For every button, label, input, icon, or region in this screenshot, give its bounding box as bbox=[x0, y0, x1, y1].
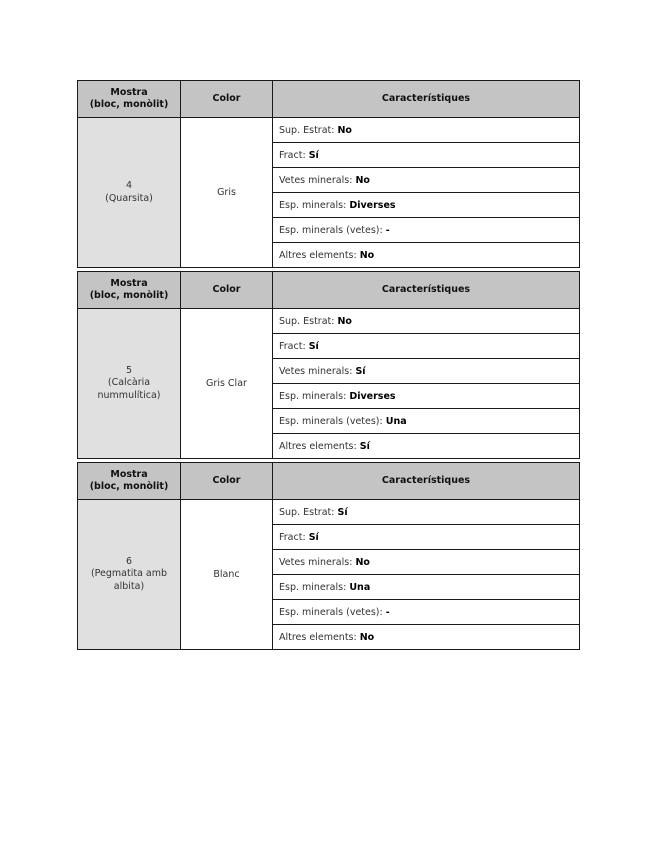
feature-label: Fract: bbox=[279, 531, 306, 543]
feature-value: Sí bbox=[308, 531, 319, 543]
feature-value: No bbox=[337, 315, 352, 327]
feature-cell bbox=[273, 550, 580, 575]
feature-label: Vetes minerals: bbox=[279, 556, 353, 568]
feature-value: No bbox=[359, 631, 375, 643]
header-features: Característiques bbox=[273, 463, 580, 500]
sample-cell bbox=[78, 309, 181, 459]
header-color: Color bbox=[181, 81, 273, 118]
color-cell: Gris Clar bbox=[181, 309, 273, 459]
sample-number: 5 bbox=[125, 364, 133, 376]
feature-label: Esp. minerals: bbox=[279, 390, 347, 402]
feature-cell bbox=[273, 334, 580, 359]
feature-label: Esp. minerals (vetes): bbox=[279, 224, 383, 236]
header-sample: Mostra (bloc, monòlit) bbox=[78, 463, 181, 500]
feature-cell bbox=[273, 309, 580, 334]
feature-label: Sup. Estrat: bbox=[279, 315, 335, 327]
feature-label: Esp. minerals (vetes): bbox=[279, 415, 383, 427]
feature-value: No bbox=[359, 249, 375, 261]
sample-table bbox=[77, 271, 580, 459]
feature-value: Sí bbox=[308, 149, 319, 161]
feature-cell bbox=[273, 218, 580, 243]
sample-cell bbox=[78, 118, 181, 268]
sample-table bbox=[77, 80, 580, 268]
header-features: Característiques bbox=[273, 272, 580, 309]
feature-cell bbox=[273, 243, 580, 268]
sample-number: 4 bbox=[125, 180, 133, 191]
sample-number: 6 bbox=[125, 555, 133, 567]
table-row bbox=[78, 500, 580, 525]
feature-value: Sí bbox=[355, 365, 366, 377]
feature-cell bbox=[273, 434, 580, 459]
feature-value: Una bbox=[349, 581, 371, 593]
feature-cell bbox=[273, 118, 580, 143]
feature-cell bbox=[273, 625, 580, 650]
feature-cell bbox=[273, 600, 580, 625]
feature-value: Sí bbox=[359, 440, 370, 452]
header-features: Característiques bbox=[273, 81, 580, 118]
feature-value: Sí bbox=[308, 340, 319, 352]
header-color: Color bbox=[181, 272, 273, 309]
feature-value: Diverses bbox=[349, 199, 396, 211]
feature-value: - bbox=[385, 606, 390, 618]
feature-label: Sup. Estrat: bbox=[279, 124, 335, 136]
feature-cell bbox=[273, 525, 580, 550]
header-color: Color bbox=[181, 463, 273, 500]
header-sample: Mostra (bloc, monòlit) bbox=[78, 81, 181, 118]
sample-name: (Calcària nummulítica) bbox=[97, 377, 161, 401]
sample-name: (Quarsita) bbox=[105, 192, 153, 204]
feature-label: Altres elements: bbox=[279, 440, 357, 452]
feature-cell bbox=[273, 168, 580, 193]
header-sample: Mostra (bloc, monòlit) bbox=[78, 272, 181, 309]
feature-value: No bbox=[355, 174, 370, 186]
feature-cell bbox=[273, 500, 580, 525]
feature-label: Esp. minerals: bbox=[279, 199, 347, 211]
feature-cell bbox=[273, 193, 580, 218]
feature-label: Fract: bbox=[279, 340, 306, 352]
feature-value: - bbox=[385, 224, 390, 236]
feature-value: Una bbox=[385, 415, 407, 427]
feature-cell bbox=[273, 359, 580, 384]
feature-label: Altres elements: bbox=[279, 249, 357, 261]
sample-name: (Pegmatita amb albita) bbox=[90, 568, 168, 592]
sample-table bbox=[77, 462, 580, 650]
feature-label: Vetes minerals: bbox=[279, 174, 353, 186]
feature-cell bbox=[273, 575, 580, 600]
color-cell: Gris bbox=[181, 118, 273, 268]
feature-label: Vetes minerals: bbox=[279, 365, 353, 377]
header-row bbox=[78, 81, 580, 118]
feature-label: Esp. minerals (vetes): bbox=[279, 606, 383, 618]
feature-value: Diverses bbox=[349, 390, 396, 402]
feature-label: Altres elements: bbox=[279, 631, 357, 643]
document bbox=[77, 80, 579, 653]
feature-value: No bbox=[337, 124, 352, 136]
sample-cell bbox=[78, 500, 181, 650]
feature-label: Fract: bbox=[279, 149, 306, 161]
feature-cell bbox=[273, 384, 580, 409]
feature-label: Sup. Estrat: bbox=[279, 506, 335, 518]
feature-cell bbox=[273, 409, 580, 434]
feature-label: Esp. minerals: bbox=[279, 581, 347, 593]
feature-value: Sí bbox=[337, 506, 348, 518]
header-row bbox=[78, 272, 580, 309]
feature-cell bbox=[273, 143, 580, 168]
header-row bbox=[78, 463, 580, 500]
table-row bbox=[78, 118, 580, 143]
color-cell: Blanc bbox=[181, 500, 273, 650]
feature-value: No bbox=[355, 556, 370, 568]
table-row bbox=[78, 309, 580, 334]
